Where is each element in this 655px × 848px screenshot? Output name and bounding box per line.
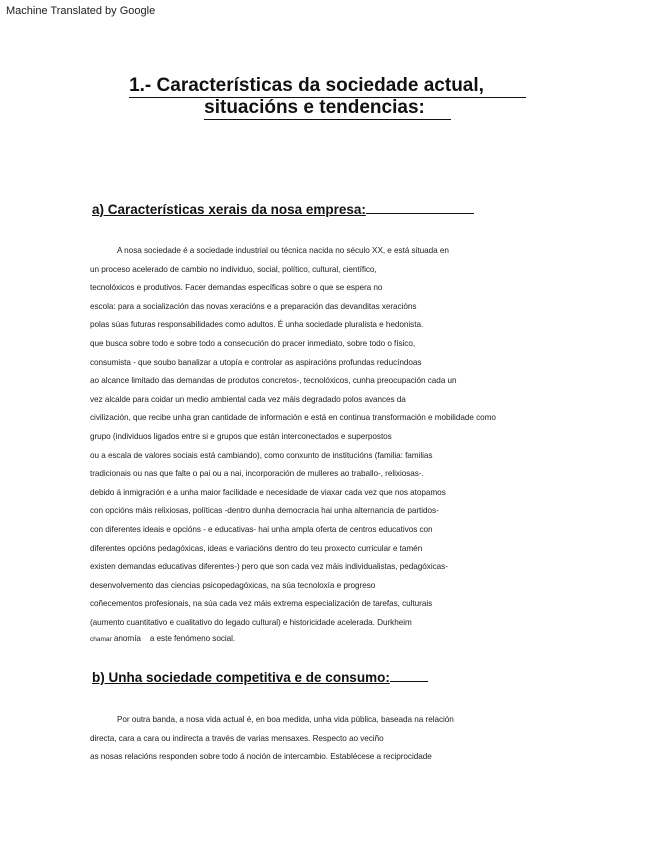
title-line1-text: 1.- Características da sociedade actual,: [129, 75, 526, 98]
paragraph-line: tradicionais ou nas que falte o pai ou a nai, incorporación de mulleres ao traballo-, relixiosas-.: [90, 469, 424, 479]
paragraph-line: con opcións máis relixiosas, políticas -dentro dunha democracia hai unha alternancia de partidos-: [90, 506, 439, 516]
paragraph-line: un proceso acelerado de cambio no individuo, social, político, cultural, científico,: [90, 264, 377, 274]
section-b-heading-text: b) Unha sociedade competitiva e de consumo:: [92, 670, 390, 685]
last-line-main-text: anomía a este fenómeno social.: [113, 634, 236, 643]
machine-translated-watermark: Machine Translated by Google: [6, 5, 156, 17]
last-line-small-word: chamar: [90, 636, 112, 643]
paragraph-line: ao alcance limitado das demandas de produtos concretos-, tecnolóxicos, cunha preocupación cada un: [90, 376, 457, 386]
document-title-line2: [0, 97, 655, 120]
section-a-heading: [92, 202, 474, 217]
paragraph-line: consumista - que soubo banalizar a utopía e controlar as aspiracións profundas reducíndoas: [90, 357, 422, 367]
paragraph-line: polas súas futuras responsabilidades como adultos. É unha sociedade pluralista e hedonista.: [90, 320, 424, 330]
section-a-last-line: [90, 634, 235, 643]
paragraph-line: diferentes opcións pedagóxicas, ideas e variacións dentro do teu proxecto curricular e tamén: [90, 543, 423, 553]
paragraph-line: existen demandas educativas diferentes-) pero que son cada vez máis individualistas, pedagóxicas-: [90, 562, 448, 572]
paragraph-line: coñecementos profesionais, na súa cada vez máis extrema especialización de tarefas, culturais: [90, 599, 433, 609]
paragraph-line: con diferentes ideais e opcións - e educativas- hai unha ampla oferta de centros educativos con: [90, 525, 433, 534]
paragraph-line: Por outra banda, a nosa vida actual é, en boa medida, unha vida pública, baseada na relación: [117, 715, 454, 724]
document-title-line1: [0, 75, 655, 98]
title-line2-text: situacións e tendencias:: [204, 97, 451, 120]
paragraph-line: A nosa sociedade é a sociedade industrial ou técnica nacida no século XX, e está situada en: [117, 246, 449, 255]
section-b-heading: [92, 670, 428, 685]
section-a-heading-text: a) Características xerais da nosa empresa:: [92, 202, 366, 217]
section-b-heading-rule: [390, 680, 428, 682]
paragraph-line: ou a escala de valores sociais está cambiando), como conxunto de institucións (familia: familias: [90, 450, 433, 460]
paragraph-line: grupo (individuos ligados entre si e grupos que están interconectados e superpostos: [90, 432, 392, 441]
paragraph-line: desenvolvemento das ciencias psicopedagóxicas, na súa tecnoloxía e progreso: [90, 580, 376, 590]
paragraph-line: tecnolóxicos e produtivos. Facer demandas específicas sobre o que se espera no: [90, 283, 383, 293]
paragraph-line: debido á inmigración e a unha maior facilidade e necesidade de viaxar cada vez que nos atopamos: [90, 487, 446, 497]
paragraph-line: (aumento cuantitativo e cualitativo do legado cultural) e historicidade acelerada. Durkheim: [90, 618, 412, 627]
paragraph-line: directa, cara a cara ou indirecta a través de varias mensaxes. Respecto ao veciño: [90, 733, 384, 743]
paragraph-line: escola: para a socialización das novas xeracións e a preparación das devanditas xeracións: [90, 301, 417, 311]
paragraph-line: civilización, que recibe unha gran cantidade de información e está en continua transformación e mobilidade como: [90, 413, 496, 423]
paragraph-line: vez alcalde para coidar un medio ambiental cada vez máis degradado polos avances da: [90, 394, 406, 404]
section-a-heading-rule: [366, 212, 474, 214]
paragraph-line: as nosas relacións responden sobre todo á noción de intercambio. Establécese a reciprocidade: [90, 752, 432, 762]
paragraph-line: que busca sobre todo e sobre todo a consecución do pracer inmediato, sobre todo o físico,: [90, 339, 416, 348]
